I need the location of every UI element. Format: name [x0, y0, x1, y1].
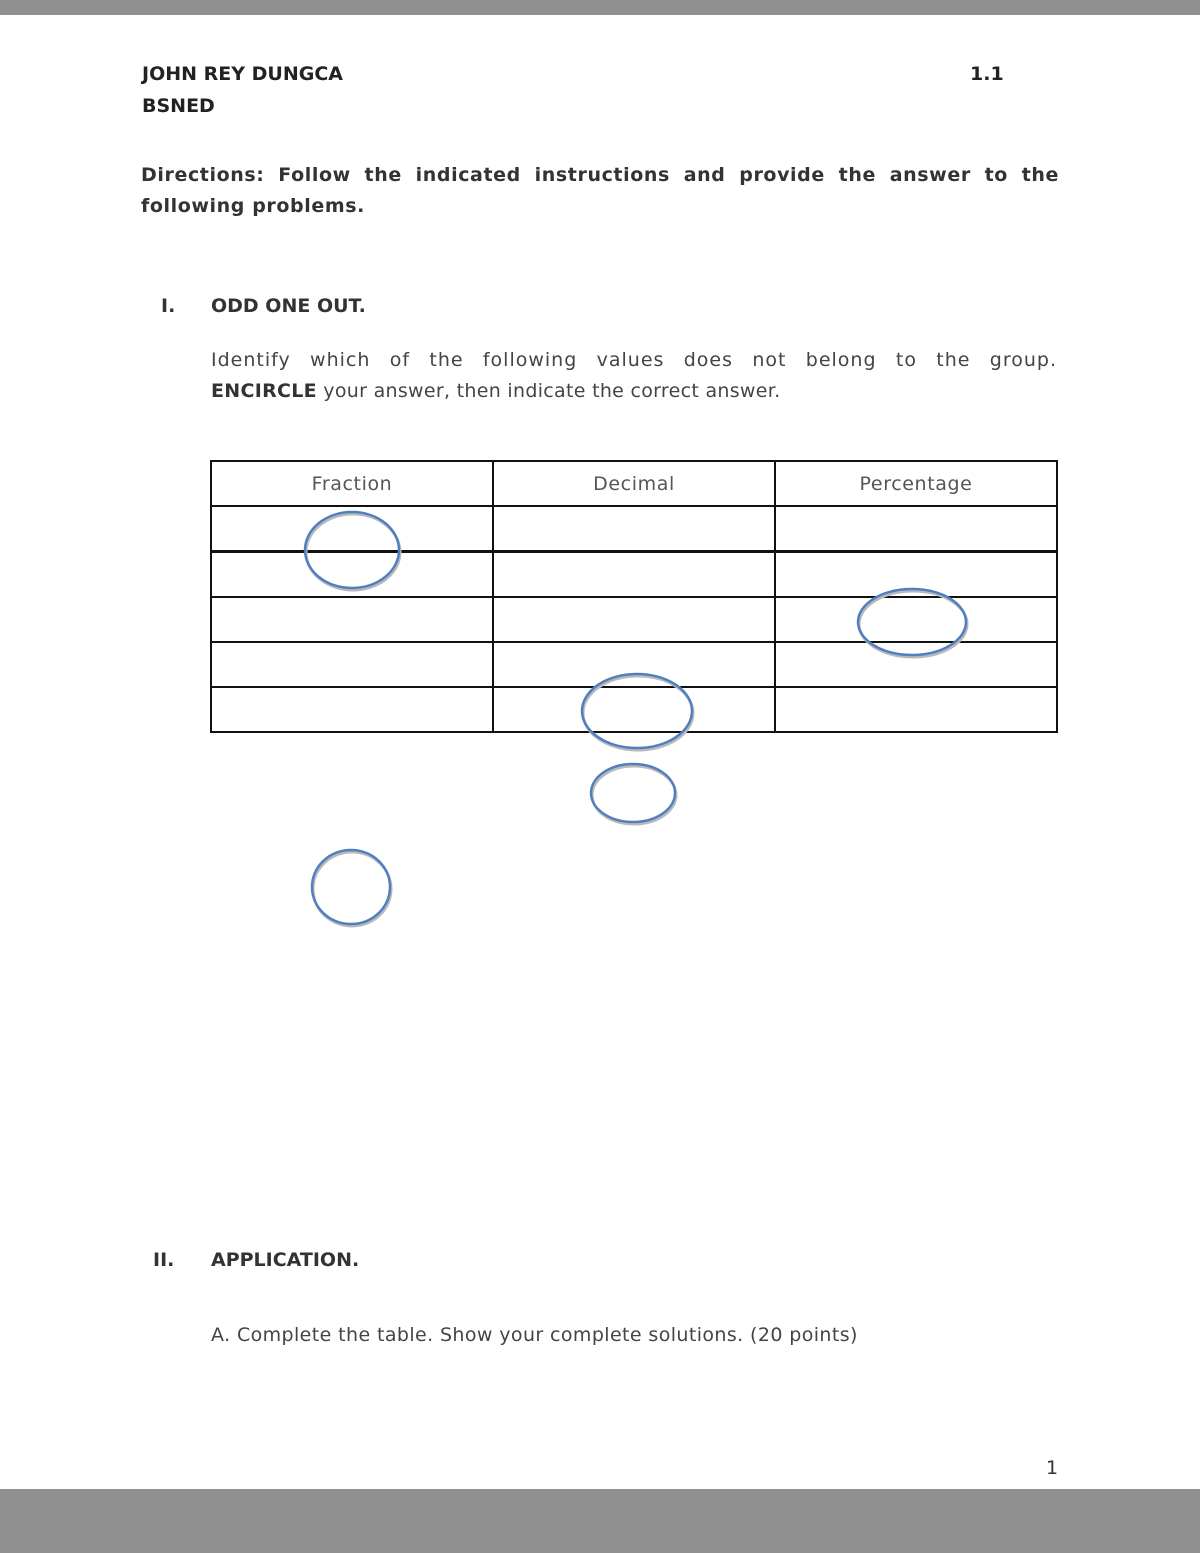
table-row	[211, 687, 1057, 732]
table-cell	[493, 642, 775, 687]
header-decimal: Decimal	[493, 461, 775, 506]
top-gray-bar	[0, 0, 1200, 15]
part2-task: A. Complete the table. Show your complete solutions. (20 points)	[211, 1324, 858, 1346]
instruction-rest: your answer, then indicate the correct answer.	[316, 380, 781, 402]
directions-text: Directions: Follow the indicated instructions and provide the answer to the following problems.	[141, 164, 1059, 217]
table-row	[211, 642, 1057, 687]
table-cell	[493, 687, 775, 732]
table-cell	[775, 506, 1057, 552]
odd-one-out-table	[210, 460, 1058, 733]
student-name: JOHN REY DUNGCA	[142, 63, 343, 85]
table-row	[211, 597, 1057, 642]
instruction-keyword: ENCIRCLE	[211, 380, 317, 402]
part1-title: ODD ONE OUT.	[211, 295, 366, 317]
table-cell	[211, 687, 493, 732]
table-cell	[211, 552, 493, 598]
section-number: 1.1	[970, 63, 1004, 85]
header-percentage: Percentage	[775, 461, 1057, 506]
course-label: BSNED	[142, 95, 215, 117]
table-row	[211, 552, 1057, 598]
part1-numeral: I.	[161, 295, 176, 317]
table-cell	[493, 552, 775, 598]
page-number: 1	[1046, 1457, 1059, 1479]
table-row	[211, 506, 1057, 552]
part1-instructions	[211, 345, 1057, 407]
table-cell	[211, 597, 493, 642]
table-cell	[775, 687, 1057, 732]
table-header-row	[211, 461, 1057, 506]
part2-numeral: II.	[153, 1249, 175, 1271]
encircle-mark-extra-1[interactable]	[591, 764, 676, 824]
part2-title: APPLICATION.	[211, 1249, 360, 1271]
table-cell	[775, 642, 1057, 687]
bottom-gray-bar	[0, 1489, 1200, 1553]
table-cell	[211, 506, 493, 552]
table-cell	[775, 597, 1057, 642]
encircle-mark-extra-2[interactable]	[312, 850, 391, 926]
instruction-line-1: Identify which of the following values does not belong to the group.	[211, 349, 1057, 371]
table-cell	[493, 506, 775, 552]
table-cell	[775, 552, 1057, 598]
header-fraction: Fraction	[211, 461, 493, 506]
table-cell	[211, 642, 493, 687]
table-cell	[493, 597, 775, 642]
